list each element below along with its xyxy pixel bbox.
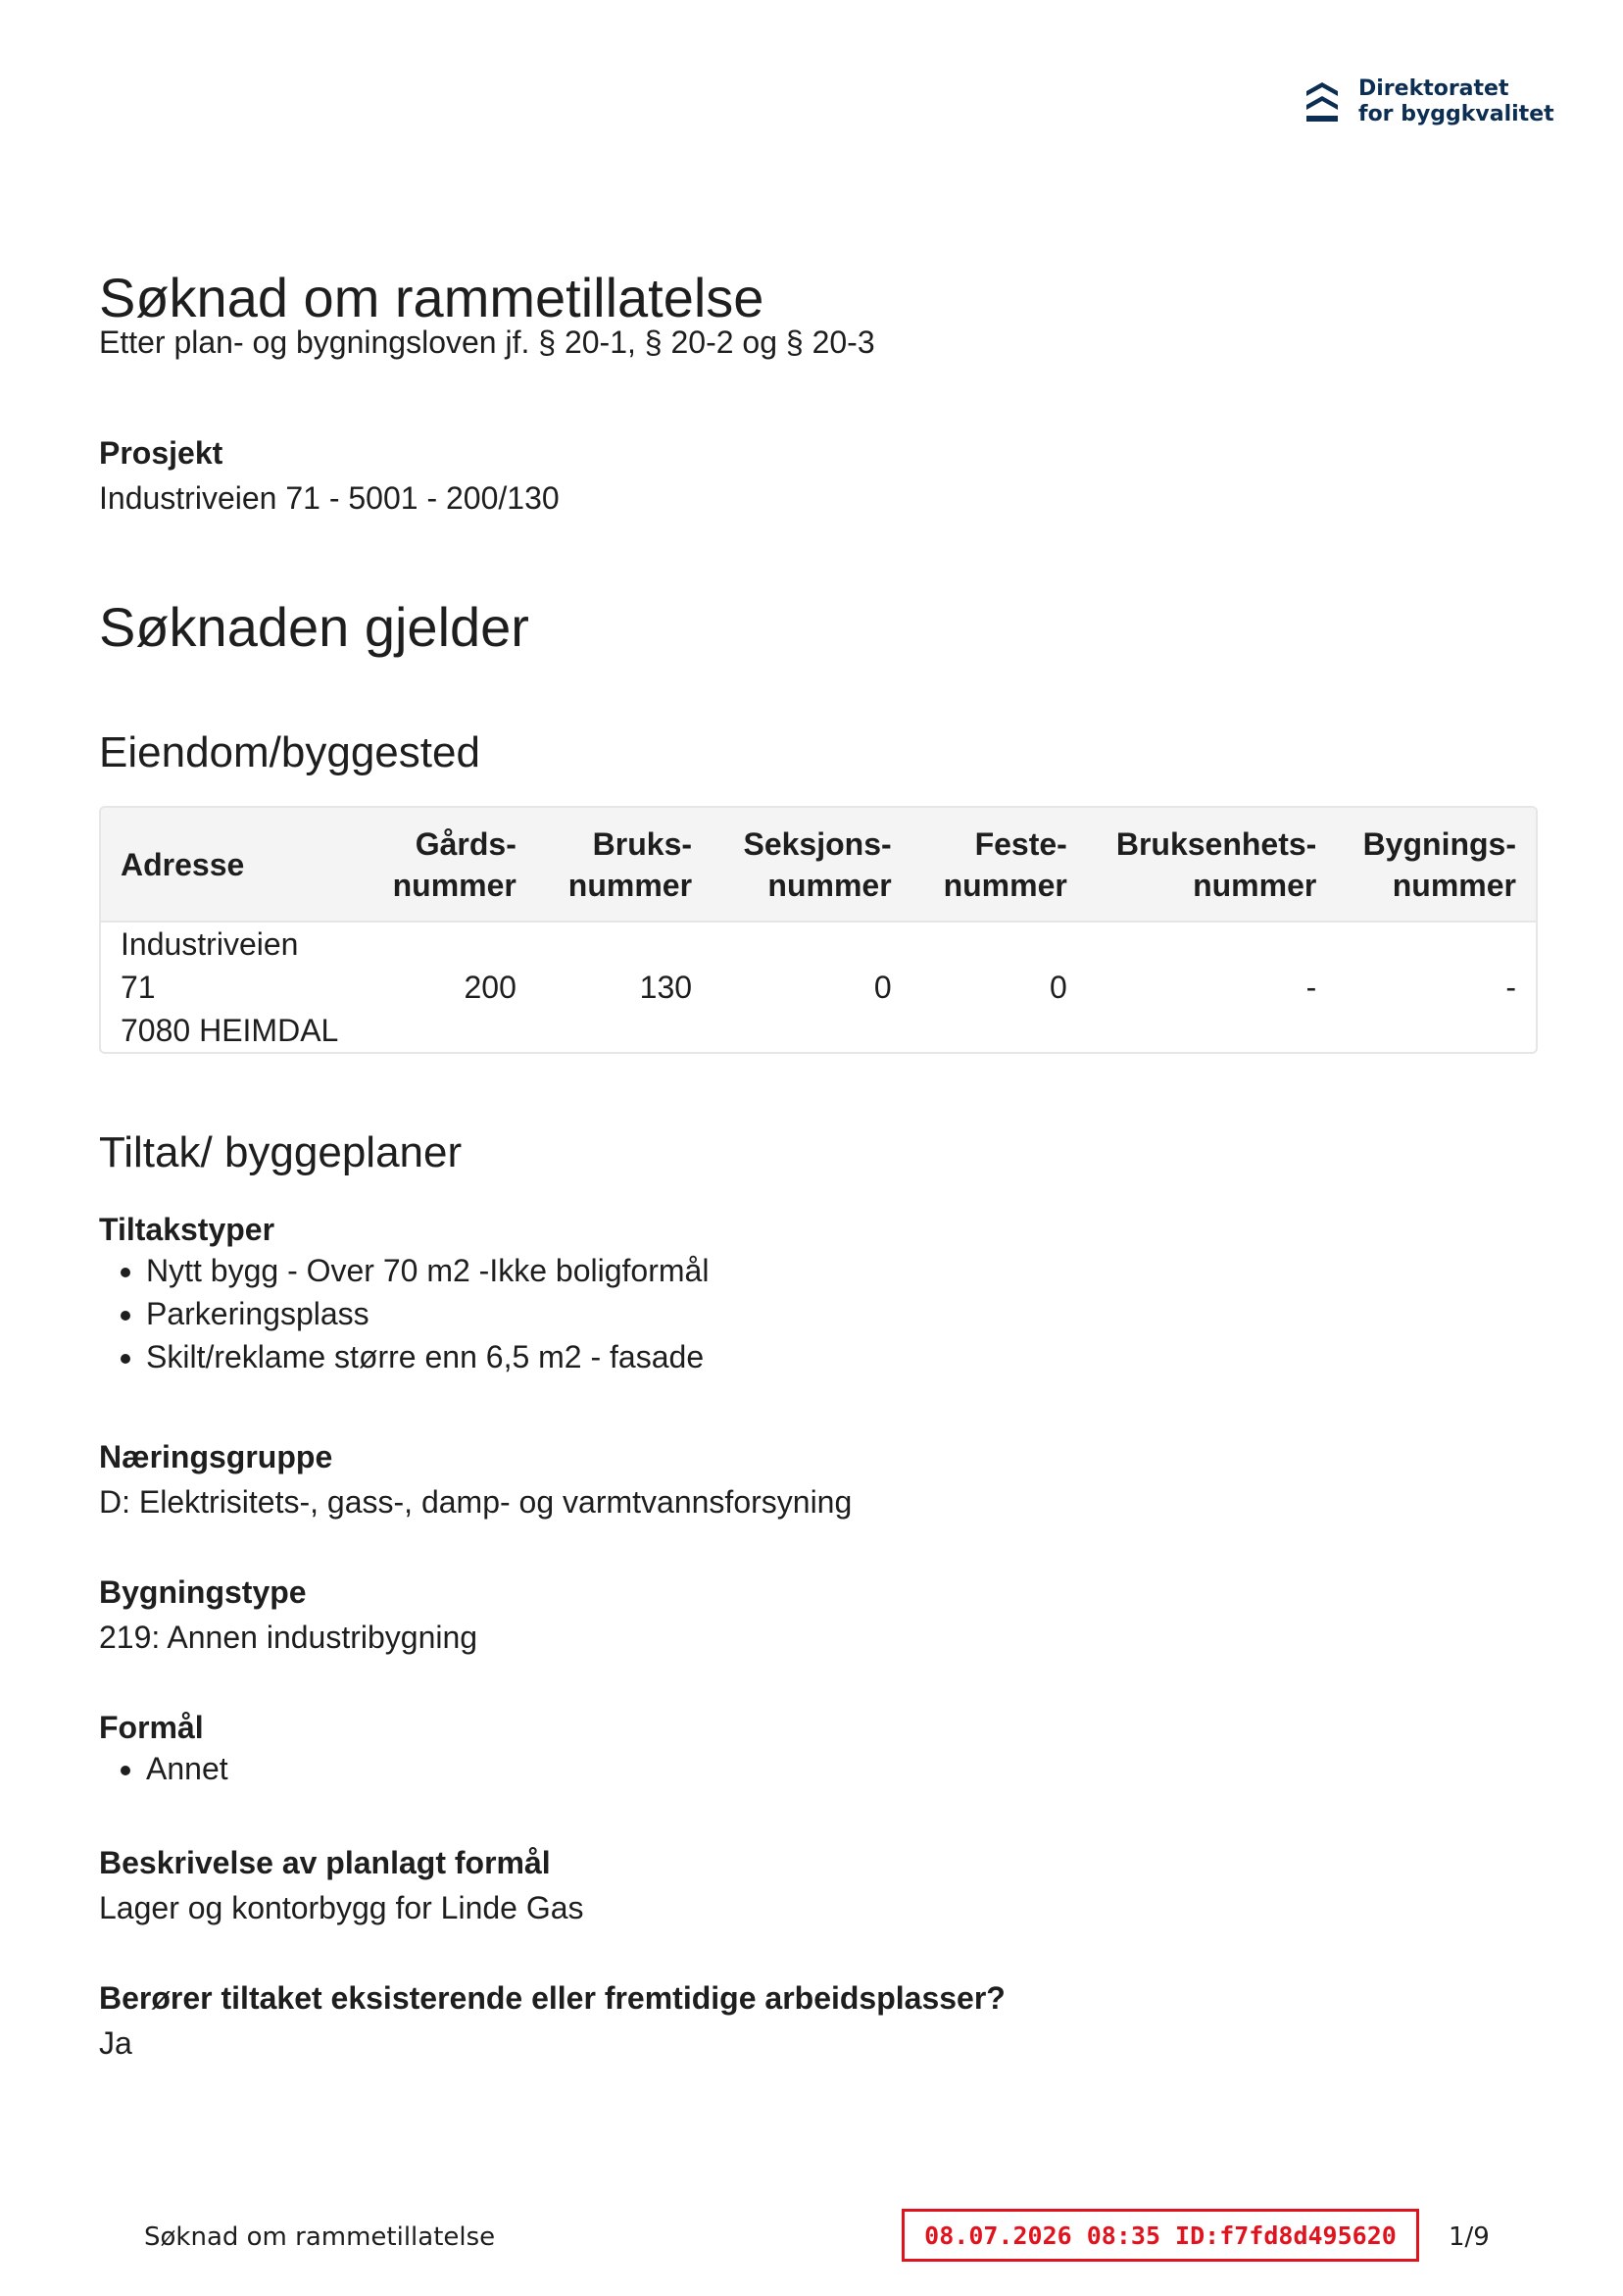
logo-line-1: Direktoratet <box>1358 76 1509 101</box>
formal-label: Formål <box>99 1710 204 1745</box>
bygningstype-block <box>99 1572 477 1659</box>
property-title: Eiendom/byggested <box>99 728 480 776</box>
section-title: Søknaden gjelder <box>99 596 529 658</box>
bygningstype-label: Bygningstype <box>99 1574 307 1610</box>
tiltakstyper-label: Tiltakstyper <box>99 1212 275 1247</box>
cell-bruksenhetsnummer: - <box>1305 970 1317 1005</box>
naeringsgruppe-block <box>99 1437 852 1523</box>
cell-festenummer: 0 <box>1050 970 1067 1005</box>
cell-seksjonsnummer: 0 <box>873 970 892 1005</box>
naeringsgruppe-value: D: Elektrisitets-, gass-, damp- og varmtvannsforsyning <box>99 1484 853 1520</box>
naeringsgruppe-label: Næringsgruppe <box>99 1439 333 1474</box>
list-item: • Parkeringsplass <box>146 1292 709 1335</box>
dibk-logo <box>1303 76 1554 127</box>
tiltakstyper-block <box>99 1210 709 1378</box>
beskrivelse-block <box>99 1843 584 1929</box>
footer-title: Søknad om rammetillatelse <box>144 2222 496 2252</box>
beskrivelse-label: Beskrivelse av planlagt formål <box>99 1845 551 1880</box>
property-table-grid <box>101 808 1536 1052</box>
formal-list <box>99 1747 228 1790</box>
header-seksjonsnummer: Seksjons- nummer <box>743 825 892 903</box>
dibk-logo-icon <box>1303 79 1341 125</box>
arbeidsplasser-value: Ja <box>99 2025 132 2061</box>
list-item: • Annet <box>146 1747 228 1790</box>
header-bruksenhetsnummer: Bruksenhets- nummer <box>1115 825 1317 903</box>
project-block <box>99 433 560 520</box>
arbeidsplasser-label: Berører tiltaket eksisterende eller fremtidige arbeidsplasser? <box>99 1980 1006 2016</box>
cell-bruksnummer: 130 <box>639 970 693 1005</box>
table-header-row <box>101 808 1536 922</box>
header-gardsnummer: Gårds- nummer <box>392 825 516 903</box>
cell-gardsnummer: 200 <box>464 970 516 1005</box>
logo-line-2: for byggkvalitet <box>1358 102 1554 126</box>
header-adresse: Adresse <box>121 846 245 882</box>
beskrivelse-value: Lager og kontorbygg for Linde Gas <box>99 1890 584 1925</box>
list-item: • Nytt bygg - Over 70 m2 -Ikke boligformål <box>146 1249 709 1292</box>
tiltakstyper-list <box>99 1249 709 1378</box>
tiltak-title: Tiltak/ byggeplaner <box>99 1128 463 1176</box>
header-festenummer: Feste- nummer <box>943 825 1067 903</box>
property-table <box>99 806 1538 1054</box>
cell-adresse: Industriveien 71 7080 HEIMDAL <box>121 926 339 1048</box>
project-label: Prosjekt <box>99 435 223 471</box>
page-number: 1/9 <box>1449 2222 1490 2252</box>
list-item: • Skilt/reklame større enn 6,5 m2 - fasade <box>146 1335 709 1378</box>
bygningstype-value: 219: Annen industribygning <box>99 1620 478 1655</box>
header-bygningsnummer: Bygnings- nummer <box>1362 825 1516 903</box>
dibk-logo-text <box>1358 76 1554 127</box>
document-title: Søknad om rammetillatelse <box>99 267 764 328</box>
table-row <box>101 922 1536 1052</box>
project-value: Industriveien 71 - 5001 - 200/130 <box>99 480 560 516</box>
timestamp-stamp: 08.07.2026 08:35 ID:f7fd8d495620 <box>902 2209 1419 2262</box>
header-bruksnummer: Bruks- nummer <box>567 825 693 903</box>
arbeidsplasser-block <box>99 1978 1006 2065</box>
document-subtitle: Etter plan- og bygningsloven jf. § 20-1, § 20-2 og § 20-3 <box>99 324 875 360</box>
formal-block <box>99 1708 228 1790</box>
cell-bygningsnummer: - <box>1505 970 1516 1005</box>
